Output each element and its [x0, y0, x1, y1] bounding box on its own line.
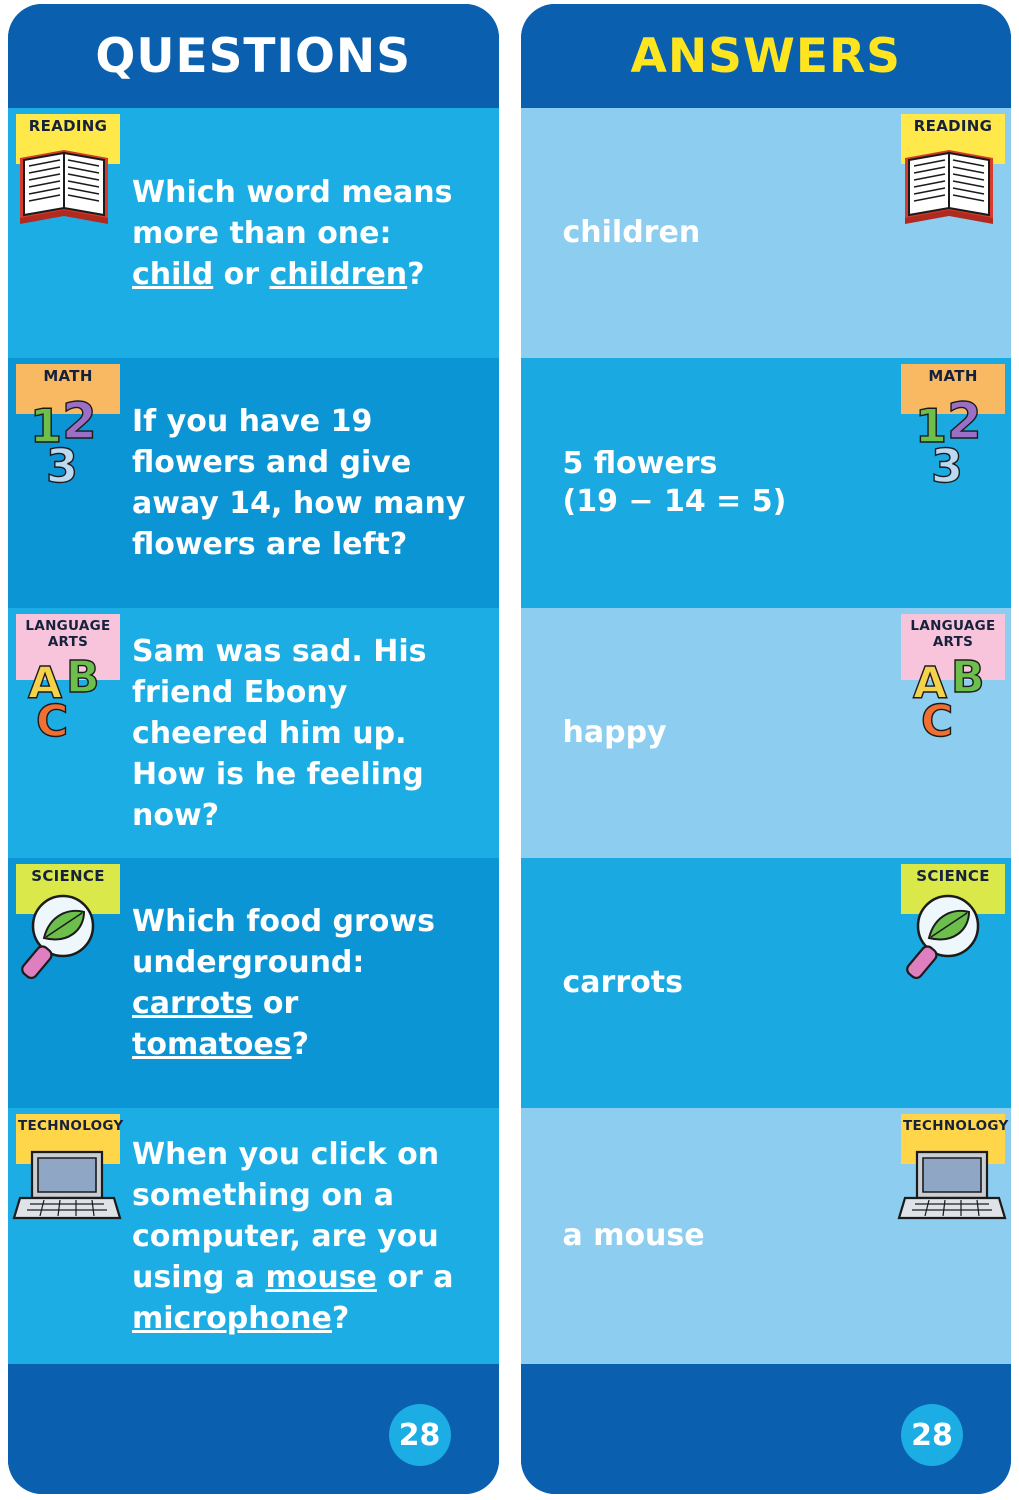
subject-tag-wrap — [893, 614, 1011, 740]
question-text: When you click on something on a computer, are you using a mouse or a microphone? — [132, 1136, 454, 1336]
subject-tag-math: MATH — [901, 364, 1005, 414]
answer-row — [521, 108, 1012, 358]
question-row — [8, 108, 499, 358]
question-text: If you have 19 flowers and give away 14, how many flowers are left? — [132, 404, 466, 562]
answer-text: carrots — [562, 965, 683, 1000]
question-text: Which food grows underground: carrots or tomatoes? — [132, 904, 435, 1062]
question-text: Which word means more than one: child or children? — [132, 174, 453, 292]
svg-text:1: 1 — [915, 399, 948, 453]
subject-tag-wrap — [893, 364, 1011, 490]
answer-row — [521, 1108, 1012, 1364]
answer-row — [521, 358, 1012, 608]
subject-tag-wrap — [8, 1114, 126, 1164]
answer-text: children — [562, 215, 701, 250]
svg-text:C: C — [921, 696, 954, 740]
answer-text: happy — [562, 715, 667, 750]
subject-tag-wrap — [893, 864, 1011, 914]
svg-text:2: 2 — [62, 392, 97, 450]
svg-text:1: 1 — [30, 399, 63, 453]
svg-text:3: 3 — [46, 439, 79, 490]
question-row — [8, 858, 499, 1108]
answer-text: 5 flowers (19 − 14 = 5) — [562, 446, 787, 519]
svg-text:A: A — [28, 658, 63, 709]
subject-tag-technology: TECHNOLOGY — [16, 1114, 120, 1164]
subject-tag-wrap — [893, 114, 1011, 164]
answers-title: ANSWERS — [630, 28, 902, 84]
subject-tag-science: SCIENCE — [901, 864, 1005, 914]
page-number: 28 — [389, 1404, 451, 1466]
letters-abc-icon — [893, 640, 1011, 740]
subject-tag-technology: TECHNOLOGY — [901, 1114, 1005, 1164]
question-row — [8, 1108, 499, 1364]
questions-title: QUESTIONS — [95, 28, 412, 84]
open-book-icon — [8, 140, 126, 232]
answers-card — [521, 4, 1012, 1494]
answer-row — [521, 858, 1012, 1108]
letters-abc-icon — [8, 640, 126, 740]
svg-text:B: B — [66, 652, 100, 703]
subject-tag-reading: READING — [901, 114, 1005, 164]
questions-rows — [8, 108, 499, 1376]
subject-tag-wrap — [8, 614, 126, 740]
laptop-icon — [893, 1140, 1011, 1232]
numbers-123-icon — [8, 390, 126, 490]
svg-text:A: A — [913, 658, 948, 709]
svg-text:B: B — [951, 652, 985, 703]
questions-footer — [8, 1376, 499, 1494]
subject-tag-reading: READING — [16, 114, 120, 164]
questions-card — [8, 4, 499, 1494]
subject-tag-language-arts: LANGUAGE ARTS — [16, 614, 120, 680]
question-row — [8, 608, 499, 858]
answers-footer — [521, 1376, 1012, 1494]
magnifying-glass-leaf-icon — [893, 890, 1011, 982]
subject-tag-language-arts: LANGUAGE ARTS — [901, 614, 1005, 680]
subject-tag-wrap — [8, 864, 126, 914]
subject-tag-math: MATH — [16, 364, 120, 414]
open-book-icon — [893, 140, 1011, 232]
svg-text:3: 3 — [931, 439, 964, 490]
subject-tag-wrap — [893, 1114, 1011, 1164]
subject-tag-wrap — [8, 114, 126, 164]
svg-text:C: C — [36, 696, 69, 740]
magnifying-glass-leaf-icon — [8, 890, 126, 982]
answers-header — [521, 4, 1012, 108]
questions-header — [8, 4, 499, 108]
answers-rows — [521, 108, 1012, 1376]
answer-text: a mouse — [562, 1218, 705, 1253]
question-row — [8, 358, 499, 608]
svg-text:2: 2 — [947, 392, 982, 450]
page-number: 28 — [901, 1404, 963, 1466]
numbers-123-icon — [893, 390, 1011, 490]
question-text: Sam was sad. His friend Ebony cheered him up. How is he feeling now? — [132, 633, 427, 833]
subject-tag-wrap — [8, 364, 126, 490]
subject-tag-science: SCIENCE — [16, 864, 120, 914]
laptop-icon — [8, 1140, 126, 1232]
answer-row — [521, 608, 1012, 858]
